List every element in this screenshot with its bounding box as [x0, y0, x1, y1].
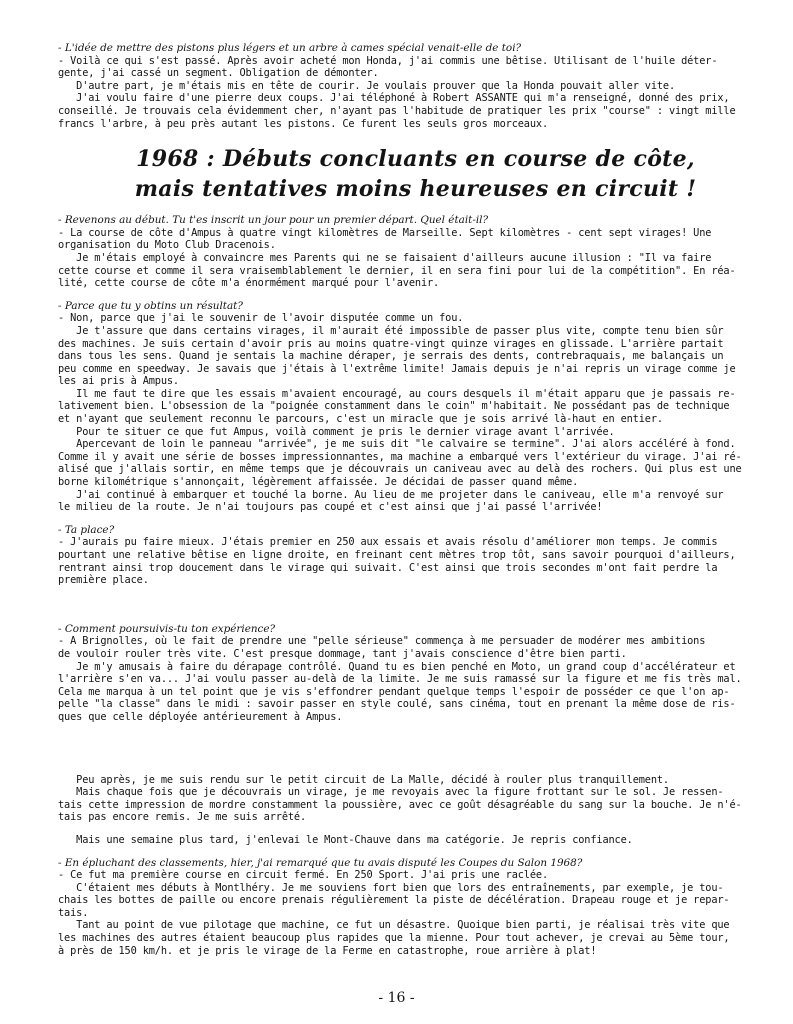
section-heading: [58, 144, 773, 204]
page-body: [58, 42, 773, 957]
question-experience: - Comment poursuivis-tu ton expérience?: [58, 622, 276, 635]
heading-line-2: mais tentatives moins heureuses en circuit !: [134, 176, 697, 203]
paragraph-la-malle: Peu après, je me suis rendu sur le petit circuit de La Malle, décidé à rouler plus tranquillement. Mais chaque fois que je découvrais un virage, je me revoyais avec la figure frottant sur le sol. Je ressen- tais cette impression de mordre constamment la poussière, avec ce goût désagréable du sang sur la bouche. Je n'é- tais pas encore remis. Je me suis arrêté.: [58, 773, 742, 824]
answer-debut: - La course de côte d'Ampus à quatre vingt kilomètres de Marseille. Sept kilomètres - cent sept virages! Une organisation du Moto Club Dracenois. Je m'étais employé à convaincre mes Parents qui ne se faisaient d'ailleurs aucune illusion : "Il va faire cette course et comme il sera vraisemblablement le dernier, il en sera fini pour lui de la compétition". En réa- lité, cette course de côte m'a énormément marqué pour l'avenir.: [58, 226, 736, 290]
answer-pistons: - Voilà ce qui s'est passé. Après avoir acheté mon Honda, j'ai commis une bêtise. Utilisant de l'huile déter- gente, j'ai cassé un segment. Obligation de démonter. D'autre part, je m'étais mis en tête de courir. Je voulais prouver que la Honda pouvait aller vite. J'ai voulu faire d'une pierre deux coups. J'ai téléphoné à Robert ASSANTE qui m'a renseigné, donné des prix, conseillé. Je trouvais cela évidemment cher, n'ayant pas l'habitude de pratiquer les prix "course" : vingt mille francs l'arbre, à peu près autant les pistons. Ce furent les seuls gros morceaux.: [58, 54, 736, 130]
answer-resultat: - Non, parce que j'ai le souvenir de l'avoir disputée comme un fou. Je t'assure que dans certains virages, il m'aurait été impossible de passer plus vite, compte tenu bien sûr des machines. Je suis certain d'avoir pris au moins quatre-vingt quinze virages en glissade. L'arrière partait dans tous les sens. Quand je sentais la machine déraper, je serrais des dents, contrebraquais, me balançais un peu comme en speedway. Je savais que j'étais à l'extrême limite! Jamais depuis je n'ai repris un virage comme je les ai pris à Ampus. Il me faut te dire que les essais m'avaient encouragé, au cours desquels il m'était apparu que je passais re- lativement bien. L'obsession de la "poignée constamment dans le coin" m'habitait. Ne possédant pas de technique et n'ayant que seulement reconnu le parcours, c'est un miracle que je sois arrivé là-haut en entier. Pour te situer ce que fut Ampus, voilà comment je pris le dernier virage avant l'arrivée. Apercevant de loin le panneau "arrivée", je me suis dit "le calvaire se termine". J'ai alors accéléré à fond. Comme il y avait une série de bosses impressionnantes, ma machine a embarqué vers l'extérieur du virage. J'ai ré- alisé que j'allais sortir, en même temps que je découvrais un caniveau avec au delà des rochers. Qui plus est une borne kilométrique s'annonçait, légèrement affaissée. Je décidai de passer quand même. J'ai continué à embarquer et touché la borne. Au lieu de me projeter dans le caniveau, elle m'a renvoyé sur le milieu de la route. Je n'ai toujours pas coupé et c'est ainsi que j'ai passé l'arrivée!: [58, 312, 742, 514]
question-debut: - Revenons au début. Tu t'es inscrit un jour pour un premier départ. Quel était-il?: [58, 214, 489, 227]
answer-coupes-salon: - Ce fut ma première course en circuit fermé. En 250 Sport. J'ai pris une raclée. C'étaient mes débuts à Montlhéry. Je me souviens fort bien que lors des entraînements, par exemple, je tou- chais les bottes de paille ou encore prenais régulièrement la piste de décélération. Drapeau rouge et je repar- tais. Tant au point de vue pilotage que machine, ce fut un désastre. Quoique bien parti, je réalisai très vite que les machines des autres étaient beaucoup plus rapides que la mienne. Pour tout achever, je crevai au 5ème tour, à près de 150 km/h. et je pris le virage de la Ferme en catastrophe, roue arrière à plat!: [58, 869, 730, 957]
question-resultat: - Parce que tu y obtins un résultat?: [58, 299, 243, 312]
page-number: - 16 -: [378, 990, 415, 1006]
answer-experience: - A Brignolles, où le fait de prendre une "pelle sérieuse" commença à me persuader de modérer mes ambitions de vouloir rouler très vite. C'est presque dommage, tant j'avais conscience d'être bien parti. Je m'y amusais à faire du dérapage contrôlé. Quand tu es bien penché en Moto, un grand coup d'accélérateur et l'arrière s'en va... J'ai voulu passer au-delà de la limite. Je me suis ramassé sur la figure et me fis très mal. Cela me marqua à un tel point que je vis s'effondrer pendant quelque temps l'espoir de posséder ce que l'on ap- pelle "la classe" dans le midi : savoir passer en style coulé, sans cinéma, tout en prenant la même dose de ris- ques que celle déployée antérieurement à Ampus.: [58, 635, 742, 723]
question-pistons: - L'idée de mettre des pistons plus légers et un arbre à cames spécial venait-elle de toi?: [58, 42, 522, 54]
answer-place: - J'aurais pu faire mieux. J'étais premier en 250 aux essais et avais résolu d'améliorer mon temps. Je commis pourtant une relative bêtise en ligne droite, en freinant cent mètres trop tôt, sans savoir pourquoi d'ailleurs, rentrant ainsi trop doucement dans le virage qui suivait. C'est ainsi que trois secondes m'ont fait perdre la première place.: [58, 536, 736, 587]
question-coupes-salon: - En épluchant des classements, hier, j'ai remarqué que tu avais disputé les Coupes du Salon 1968?: [58, 856, 583, 869]
question-place: - Ta place?: [58, 523, 115, 536]
paragraph-mont-chauve: Mais une semaine plus tard, j'enlevai le Mont-Chauve dans ma catégorie. Je repris confiance.: [58, 833, 633, 846]
heading-line-1: 1968 : Débuts concluants en course de côte,: [136, 146, 695, 173]
